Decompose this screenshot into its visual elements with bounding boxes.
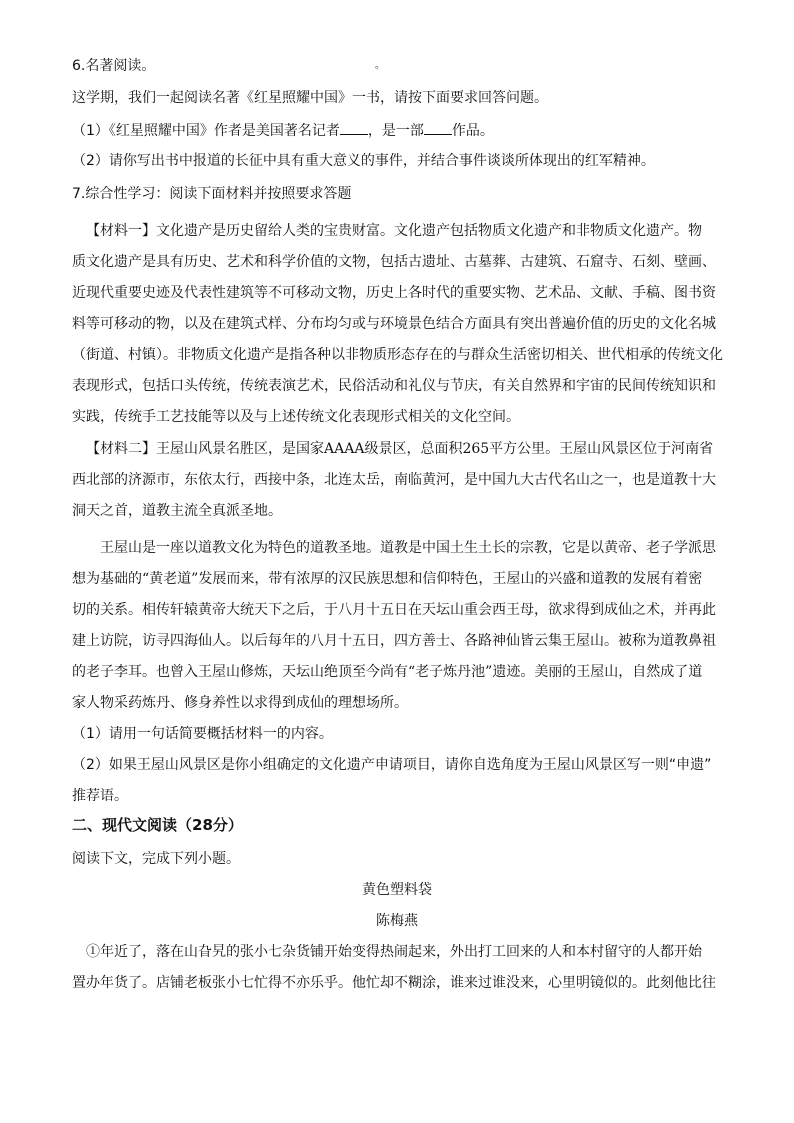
answer-blank-author[interactable] — [340, 120, 368, 135]
stray-dot: 。 — [375, 60, 385, 71]
section-instruction: 阅读下文，完成下列小题。 — [72, 851, 240, 867]
material3-line: 家人物采药炼丹、修身养性以求得到成仙的理想场所。 — [72, 695, 408, 711]
q7-sub1: （1）请用一句话简要概括材料一的内容。 — [72, 726, 333, 742]
q6-sub1-part-a: （1）《红星照耀中国》作者是美国著名记者 — [72, 123, 340, 139]
material3-line: 王屋山是一座以道教文化为特色的道教圣地。道教是中国土生土长的宗教，它是以黄帝、老子学派思 — [100, 540, 716, 556]
material2-line: 【材料二】王屋山风景名胜区，是国家AAAA级景区，总面积265平方公里。王屋山风景区位于河南省 — [86, 441, 714, 457]
q7-sub2-line1: （2）如果王屋山风景区是你小组确定的文化遗产申请项目，请你自选角度为王屋山风景区写一则“申遗” — [72, 757, 712, 773]
q6-sub1-part-c: 作品。 — [451, 123, 494, 139]
q7-sub2-line2: 推荐语。 — [72, 788, 128, 804]
material1-line: 近现代重要史迹及代表性建筑等不可移动文物，历史上各时代的重要实物、艺术品、文献、手稿、图书资 — [72, 285, 716, 301]
material2-line: 洞天之首，道教主流全真派圣地。 — [72, 503, 282, 519]
material1-line: 料等可移动的物，以及在建筑式样、分布均匀或与环境景色结合方面具有突出普遍价值的历史的文化名城 — [72, 316, 716, 332]
material1-line: 表现形式，包括口头传统，传统表演艺术，民俗活动和礼仪与节庆，有关自然界和宇宙的民间传统知识和 — [72, 378, 716, 394]
material1-line: 质文化遗产是具有历史、艺术和科学价值的文物，包括古遗址、古墓葬、古建筑、石窟寺、石刻、壁画、 — [72, 254, 716, 270]
article-paragraph-line: 置办年货了。店铺老板张小七忙得不亦乐乎。他忙却不糊涂，谁来过谁没来，心里明镜似的。此刻他比往 — [72, 975, 716, 991]
q6-sub1 — [72, 120, 494, 141]
q6-title: 6.名著阅读。 — [72, 58, 156, 74]
material3-line: 想为基础的“黄老道”发展而来，带有浓厚的汉民族思想和信仰特色，王屋山的兴盛和道教的发展有着密 — [72, 571, 703, 587]
answer-blank-genre[interactable] — [424, 120, 452, 135]
q7-title: 7.综合性学习：阅读下面材料并按照要求答题 — [72, 186, 352, 202]
material3-line: 切的关系。相传轩辕黄帝大统天下之后，于八月十五日在天坛山重会西王母，欲求得到成仙之术，并再此 — [72, 602, 716, 618]
q6-sub2: （2）请你写出书中报道的长征中具有重大意义的事件，并结合事件谈谈所体现出的红军精神。 — [72, 153, 655, 169]
material1-line: 【材料一】文化遗产是历史留给人类的宝贵财富。文化遗产包括物质文化遗产和非物质文化遗产。物 — [86, 223, 702, 239]
material3-line: 建上访院，访寻四海仙人。以后每年的八月十五日，四方善士、各路神仙皆云集王屋山。被称为道教鼻祖 — [72, 633, 716, 649]
article-paragraph-line: ①年近了，落在山旮旯的张小七杂货铺开始变得热闹起来，外出打工回来的人和本村留守的人都开始 — [86, 944, 702, 960]
material3-line: 的老子李耳。也曾入王屋山修炼，天坛山绝顶至今尚有“老子炼丹池”遗迹。美丽的王屋山，自然成了道 — [72, 664, 703, 680]
section-heading: 二、现代文阅读（28分） — [72, 816, 243, 834]
article-author: 陈梅燕 — [376, 913, 418, 929]
article-title: 黄色塑料袋 — [362, 882, 432, 898]
material1-line: （街道、村镇）。非物质文化遗产是指各种以非物质形态存在的与群众生活密切相关、世代相承的传统文化 — [72, 347, 723, 363]
q6-sub1-part-b: ，是一部 — [367, 123, 424, 139]
material2-line: 西北部的济源市，东依太行，西接中条，北连太岳，南临黄河，是中国九大古代名山之一，也是道教十大 — [72, 472, 716, 488]
material1-line: 实践，传统手工艺技能等以及与上述传统文化表现形式相关的文化空间。 — [72, 409, 520, 425]
q6-intro: 这学期，我们一起阅读名著《红星照耀中国》一书，请按下面要求回答问题。 — [72, 90, 548, 106]
